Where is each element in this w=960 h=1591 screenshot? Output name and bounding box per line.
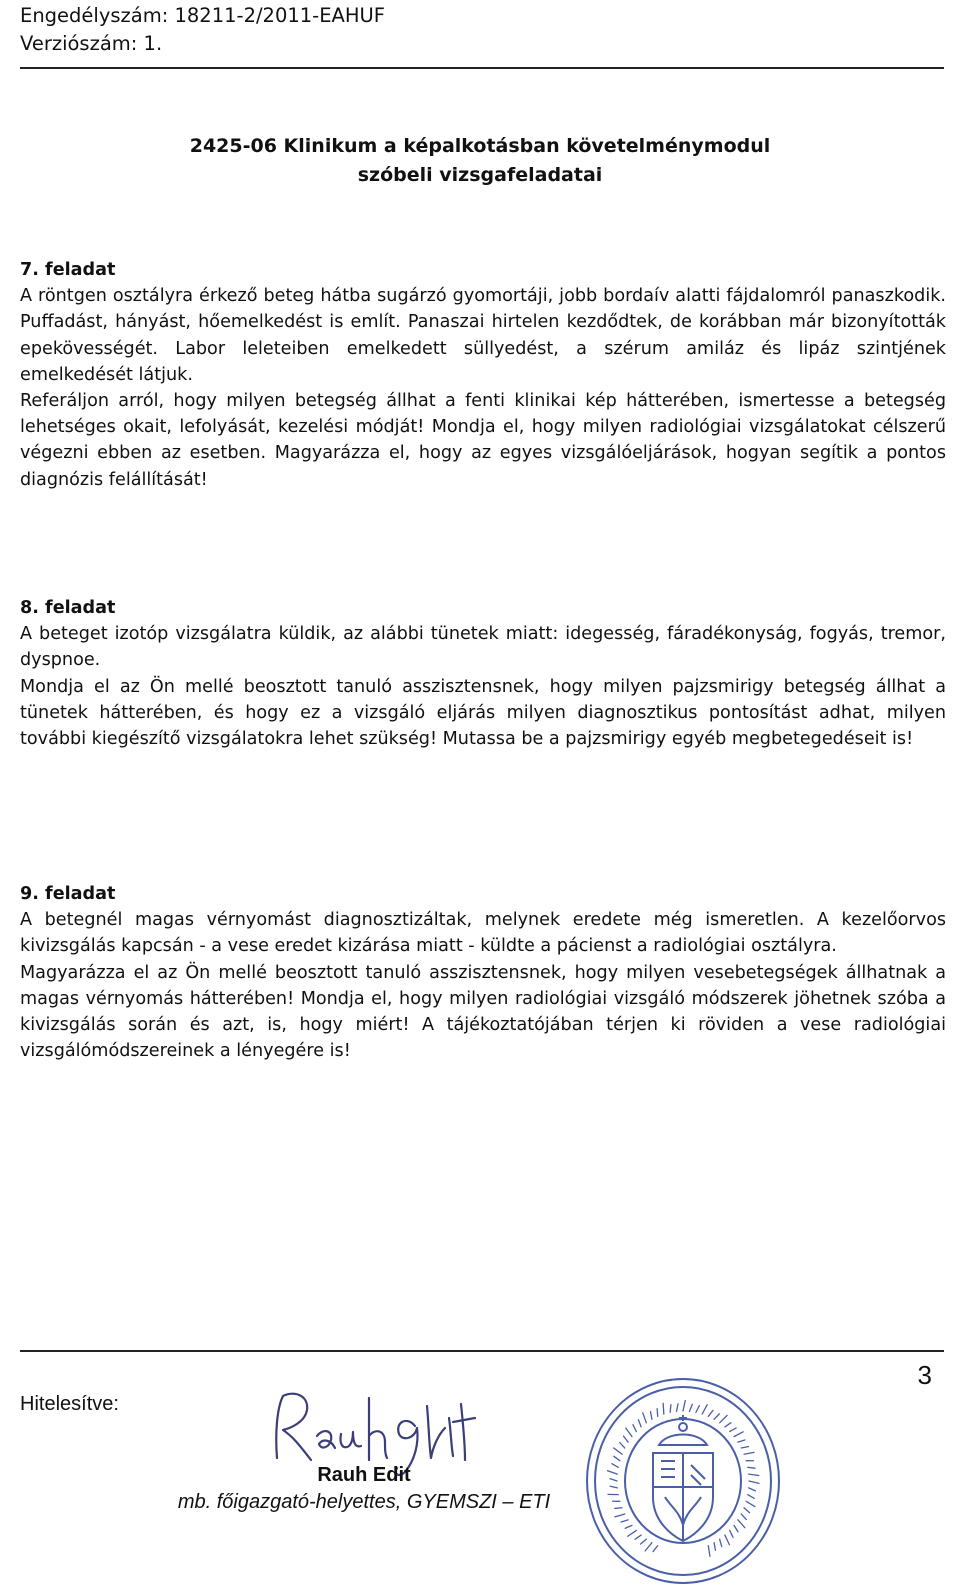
stamp-lettering-mark xyxy=(749,1474,759,1475)
title-line-2: szóbeli vizsgafeladatai xyxy=(357,164,603,186)
task-heading: 7. feladat xyxy=(20,260,116,280)
stamp-lettering-mark xyxy=(620,1442,625,1448)
stamp-lettering-mark xyxy=(610,1486,617,1488)
stamp-lettering-mark xyxy=(720,1539,722,1546)
title-line-1: 2425-06 Klinikum a képalkotásban követelménymodul xyxy=(189,135,771,157)
stamp-lettering-mark xyxy=(734,1525,738,1531)
stamp-lettering-mark xyxy=(614,1448,622,1454)
header-divider xyxy=(20,67,944,69)
page-number: 3 xyxy=(917,1360,932,1390)
stamp-lettering-mark xyxy=(614,1456,620,1460)
stamp-lettering-mark xyxy=(651,1412,652,1420)
version-number: Verziószám: 1. xyxy=(20,32,163,55)
task-heading: 8. feladat xyxy=(20,598,116,618)
stamp-lettering-mark xyxy=(626,1428,632,1437)
stamp-lettering-mark xyxy=(643,1413,647,1423)
stamp-lettering-mark xyxy=(734,1432,743,1437)
stamp-lettering-mark xyxy=(725,1535,730,1545)
stamp-lettering-mark xyxy=(741,1447,748,1448)
stamp-lettering-mark xyxy=(677,1404,678,1412)
authenticated-label: Hitelesítve: xyxy=(20,1393,119,1415)
task-paragraph: A beteget izotóp vizsgálatra küldik, az alábbi tünetek miatt: idegesség, fáradékonyság, fogyás, tremor, dyspnoe. xyxy=(20,624,946,671)
stamp-lettering-mark xyxy=(621,1520,628,1522)
stamp-lettering-mark xyxy=(612,1464,618,1468)
official-stamp xyxy=(583,1375,783,1587)
stamp-lettering-mark xyxy=(708,1410,713,1416)
stamp-lettering-mark xyxy=(615,1508,622,1509)
stamp-lettering-mark xyxy=(625,1525,632,1528)
stamp-lettering-mark xyxy=(610,1479,617,1481)
task-paragraph: A röntgen osztályra érkező beteg hátba sugárzó gyomortáji, jobb bordaív alatti fájdalomról panaszkodik. Puffadást, hányást, hőemelkedést is említ. Panaszai hirtelen kezdődtek, de korábban már bizonyították epekövességét. Labor leleteiben emelkedett süllyedést, a szérum amiláz és lipáz szintjének emelkedését látjuk. xyxy=(20,286,946,385)
stamp-lettering-mark xyxy=(744,1508,750,1513)
stamp-lettering-mark xyxy=(702,1405,707,1414)
signer-role: mb. főigazgató-helyettes, GYEMSZI – ETI xyxy=(177,1491,551,1513)
task-7 xyxy=(20,257,946,493)
stamp-lettering-mark xyxy=(645,1543,652,1551)
stamp-lettering-mark xyxy=(638,1420,641,1427)
stamp-lettering-mark xyxy=(738,1520,745,1528)
document-header xyxy=(20,2,385,58)
footer-divider xyxy=(20,1350,944,1352)
task-paragraph: Referáljon arról, hogy milyen betegség állhat a fenti klinikai kép hátterében, ismertesse a betegség lehetséges okait, lefolyását, kezelési módját! Mondja el, hogy milyen radiológiai vizsgálatokat célszerű végezni ebben az esetben. Magyarázza el, hogy az egyes vizsgálóeljárások, hogyan segítik a pontos diagnózis felállítását! xyxy=(20,391,946,490)
stamp-lettering-mark xyxy=(744,1452,754,1454)
stamp-lettering-mark xyxy=(748,1467,755,1468)
stamp-lettering-mark xyxy=(608,1471,618,1474)
stamp-lettering-mark xyxy=(738,1440,745,1442)
stamp-lettering-mark xyxy=(635,1535,641,1539)
stamp-lettering-mark xyxy=(653,1546,658,1552)
stamp-lettering-mark xyxy=(696,1406,700,1413)
stamp-lettering-mark xyxy=(746,1501,755,1506)
stamp-lettering-mark xyxy=(730,1530,733,1537)
stamp-lettering-mark xyxy=(748,1495,754,1499)
stamp-lettering-mark xyxy=(749,1488,756,1491)
task-heading: 9. feladat xyxy=(20,884,116,904)
stamp-lettering-mark xyxy=(725,1423,731,1427)
stamp-lettering-mark xyxy=(689,1404,692,1411)
stamp-lettering-mark xyxy=(714,1414,719,1419)
stamp-lettering-mark xyxy=(720,1415,727,1422)
stamp-lettering-mark xyxy=(670,1405,671,1413)
stamp-lettering-mark xyxy=(663,1403,664,1414)
task-paragraph: Mondja el az Ön mellé beosztott tanuló asszisztensnek, hogy milyen pajzsmirigy betegség állhat a tünetek hátterében, és hogy ez a vizsgáló eljárás milyen diagnosztikus pontosítást adhat, milyen további kiegészítő vizsgálatokra lehet szükség! Mutassa be a pajzsmirigy egyéb megbetegedéseit is! xyxy=(20,676,946,750)
stamp-lettering-mark xyxy=(714,1543,715,1551)
stamp-lettering-mark xyxy=(708,1546,710,1557)
stamp-lettering-mark xyxy=(641,1539,647,1544)
stamp-lettering-mark xyxy=(633,1425,636,1432)
stamp-lettering-mark xyxy=(628,1530,637,1536)
stamp-lettering-mark xyxy=(741,1514,746,1520)
task-9 xyxy=(20,881,946,1064)
stamp-lettering-mark xyxy=(657,1409,658,1417)
task-8 xyxy=(20,595,946,752)
stamp-lettering-mark xyxy=(730,1428,736,1432)
signer-name: Rauh Edit xyxy=(317,1464,411,1486)
document-title xyxy=(0,132,960,190)
stamp-lettering-mark xyxy=(615,1514,625,1517)
task-paragraph: A betegnél magas vérnyomást diagnosztizáltak, melynek eredete még ismeretlen. A kezelőorvos kivizsgálás kapcsán - a vese eredet kizárása miatt - küldte a pácienst a radiológiai osztályra. xyxy=(20,910,946,957)
stamp-lettering-mark xyxy=(624,1436,629,1442)
stamp-lettering-mark xyxy=(749,1481,759,1483)
license-number: Engedélyszám: 18211-2/2011-EAHUF xyxy=(20,4,386,27)
task-paragraph: Magyarázza el az Ön mellé beosztott tanuló asszisztensnek, hogy milyen vesebetegségek állhatnak a magas vérnyomás hátterében! Mondja el, hogy milyen radiológiai vizsgáló módszerek jöhetnek szóba a kivizsgálás során és azt, is, hogy miért! A tájékoztatójában térjen ki röviden a vese radiológiai vizsgálómódszereinek a lényegére is! xyxy=(20,962,946,1062)
stamp-lettering-mark xyxy=(683,1400,685,1411)
